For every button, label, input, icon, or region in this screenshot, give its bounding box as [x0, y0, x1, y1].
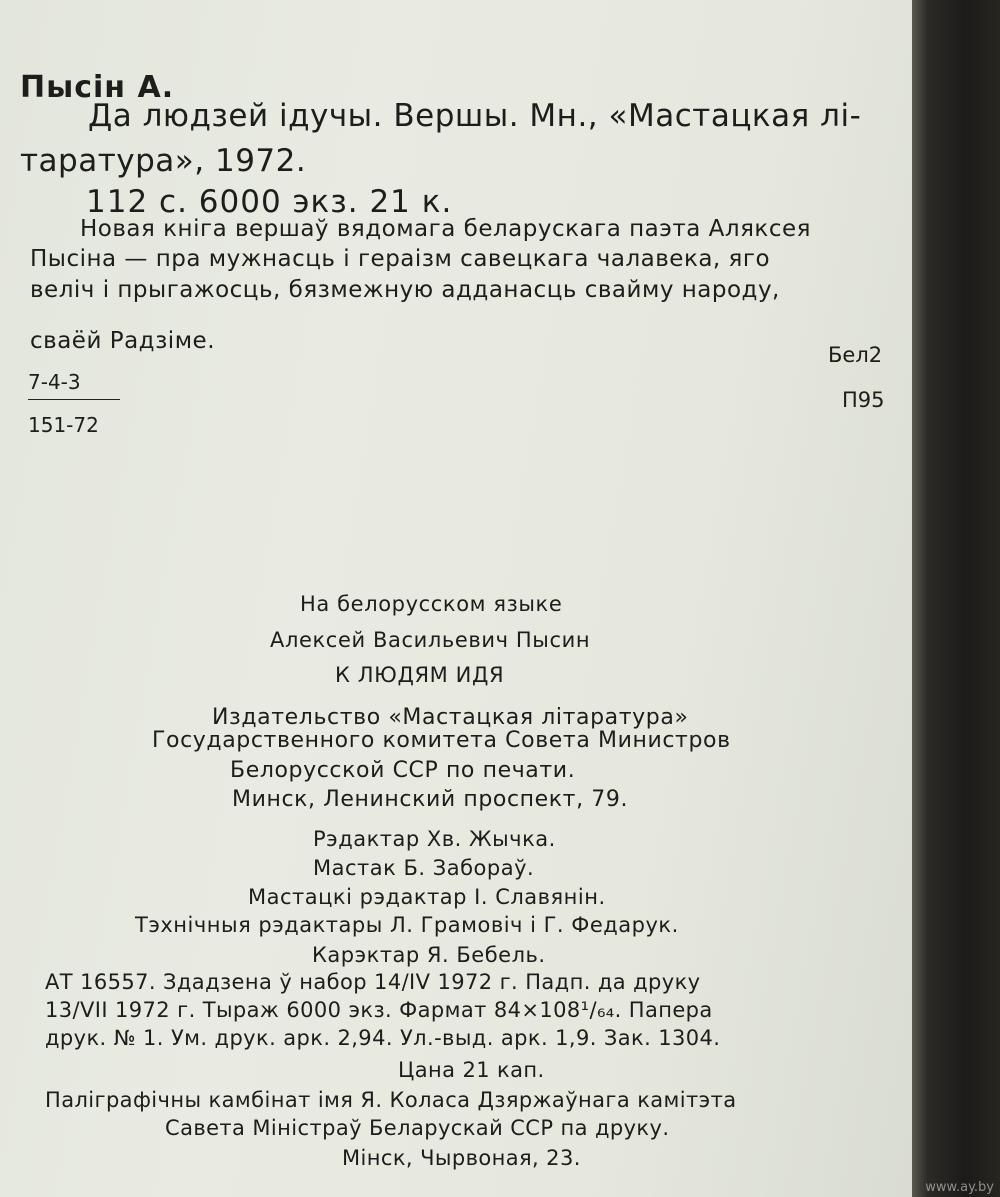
publisher-line: Государственного комитета Совета Министров [152, 728, 731, 753]
annotation-line: сваёй Радзіме. [30, 328, 216, 354]
credit-line: Карэктар Я. Бебель. [312, 943, 546, 967]
credit-line: Рэдактар Хв. Жычка. [313, 827, 556, 851]
publisher-line: Белорусской ССР по печати. [230, 758, 576, 783]
publisher-line: Минск, Ленинский проспект, 79. [232, 787, 629, 812]
annotation-line: Новая кніга вершаў вядомага беларускага паэта Аляксея [80, 216, 811, 242]
annotation-line: Пысіна — пра мужнасць і гераізм савецкага чалавека, яго [30, 246, 771, 272]
bbk-index-bottom: 151-72 [28, 413, 99, 437]
technical-line: 13/VII 1972 г. Тыраж 6000 экз. Фармат 84×108¹/₆₄. Папера [45, 998, 713, 1022]
credit-line: Мастак Б. Забораў. [313, 856, 535, 880]
bbk-index-top: 7-4-3 [28, 370, 81, 394]
technical-line: друк. № 1. Ум. друк. арк. 2,94. Ул.-выд. арк. 1,9. Зак. 1304. [45, 1026, 721, 1050]
catalog-publication-line-1: Да людзей ідучы. Вершы. Мн., «Мастацкая лі- [88, 98, 862, 134]
price-line: Цана 21 кап. [398, 1058, 545, 1082]
catalog-author: Пысін А. [20, 70, 175, 105]
credit-line: Тэхнічныя рэдактары Л. Грамовіч і Г. Федарук. [135, 913, 679, 937]
catalog-publication-line-2: таратура», 1972. [20, 143, 307, 179]
watermark: www.ay.by [925, 1180, 994, 1195]
imprint-author: Алексей Васильевич Пысин [270, 628, 591, 652]
printer-line: Паліграфічны камбінат імя Я. Коласа Дзяржаўнага камітэта [45, 1088, 737, 1112]
imprint-language: На белорусском языке [300, 592, 563, 616]
classification-code-2: П95 [842, 388, 885, 412]
annotation-line: веліч і прыгажосць, бязмежную адданасць свайму народу, [30, 277, 780, 303]
imprint-title: К ЛЮДЯМ ИДЯ [335, 663, 505, 687]
publisher-line: Издательство «Мастацкая літаратура» [212, 705, 689, 730]
technical-line: АТ 16557. Здадзена ў набор 14/IV 1972 г. Падп. да друку [45, 970, 701, 994]
catalog-publication-line-3: 112 с. 6000 экз. 21 к. [86, 184, 453, 220]
credit-line: Мастацкі рэдактар І. Славянін. [248, 885, 606, 909]
classification-code-1: Бел2 [828, 343, 883, 367]
bbk-divider [28, 399, 120, 400]
printer-line: Савета Міністраў Беларускай ССР па друку. [165, 1116, 670, 1140]
book-spine-edge [912, 0, 1000, 1197]
printer-address: Мінск, Чырвоная, 23. [342, 1146, 581, 1170]
